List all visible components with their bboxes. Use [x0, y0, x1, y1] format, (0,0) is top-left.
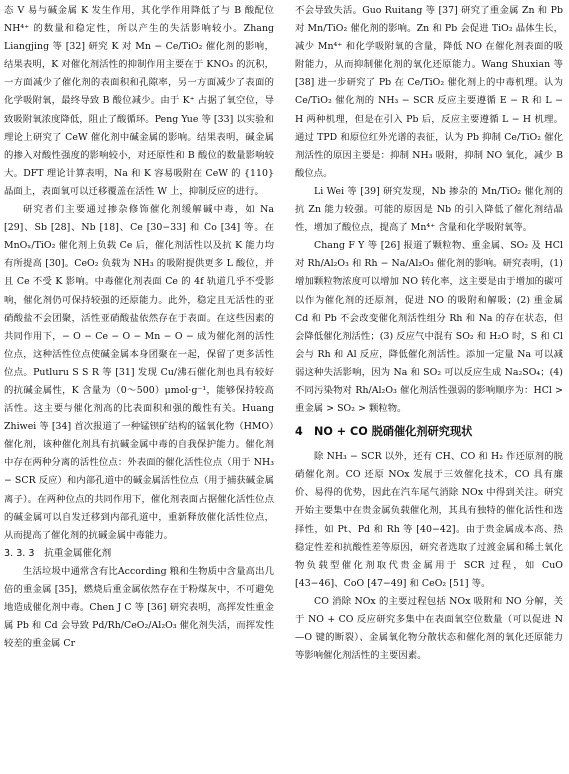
- paragraph-co-reduction: 除 NH₃ − SCR 以外，还有 CH、CO 和 H₂ 作还原剂的脱硝催化剂。CO 还原 NOx 发展于三效催化技术，CO 具有廉价、易得的优势，因此在汽车尾气消除 NOx 中得到关注。研究开始主要集中在贵金属负载催化剂，其具有独特的催化活性和选择性，如 Pt、Pd 和 Rh 等 [40−42]。由于贵金属成本高、热稳定性差和抗酸性差等原因，研究者选取了过渡金属和稀土氧化物负载型催化剂取代贵金属用于 SCR 过程，如 CuO [43−46]、CoO [47−49] 和 CeO₂ [51] 等。: [295, 451, 563, 589]
- paragraph-rh-catalyst: Chang F Y 等 [26] 报道了颗粒物、重金属、SO₂ 及 HCl 对 Rh/Al₂O₃ 和 Rh − Na/Al₂O₃ 催化剂的影响。研究表明，(1) 增加颗粒物浓度可以增加 NO 转化率，这主要是由于增加的碳可以作为催化剂的还原剂，促进 NO 的吸附和解吸；(2) 重金属 Cd 和 Pb 不会改变催化剂活性组分 Rh 和 Na 的存在状态，但会降低催化剂活性；(3) 反应气中混有 SO₂ 和 H₂O 时，S 和 Cl 会与 Rh 和 Al 反应，降低催化剂活性。添加一定量 Na 可以减弱这种失活影响，因为 Na 和 SO₂ 可以反应生成 Na₂SO₄；(4) 不同污染物对 Rh/Al₂O₃ 催化剂活性强弱的影响顺序为：HCl > 重金属 > SO₂ > 颗粒物。: [295, 240, 563, 415]
- paragraph-heavy-metal-intro: 生活垃圾中通常含有比According 粮和生物质中含量高出几倍的重金属 [35]，燃烧后重金属依然存在于粉煤灰中，不可避免地造成催化剂中毒。Chen J C 等 [36] 研究表明，高挥发性重金属 Pb 和 Cd 会导致 Pd/Rh/CeO₂/Al₂O₃ 催化剂失活，而挥发性较差的重金属 Cr: [4, 565, 274, 650]
- paragraph-alkali-effects: 态 V 易与碱金属 K 发生作用，其化学作用降低了与 B 酸配位 NH⁴⁺ 的数量和稳定性，所以产生的失活影响较小。Zhang Liangjing 等 [32] 研究 K 对 Mn − Ce/TiO₂ 催化剂的影响，结果表明，K 对催化剂活性的抑制作用主要在于 KNO₃ 的沉积，一方面减少了催化剂的表面积和孔隙率，另一方面减少了表面的化学吸附氧，最终导致 B 酸位减少。由于 K⁺ 占据了氧空位，导致吸附氧浓度降低，阻止了酸循环。Peng Yue 等 [33] 以实验和理论上研究了 CeW 催化剂中碱金属的影响。结果表明，碱金属的掺入对酸性强度的影响较小，对还原性和 B 酸位的数量影响较大。DFT 理论计算表明，Na 和 K 容易吸附在 CeW 的 {110} 晶面上，表面氧可以迁移覆盖在活性 W 上，抑制反应的进行。: [4, 5, 274, 197]
- paragraph-zn-pb-effects: 不会导致失活。Guo Ruitang 等 [37] 研究了重金属 Zn 和 Pb 对 Mn/TiO₂ 催化剂的影响。Zn 和 Pb 会促进 TiO₂ 晶体生长，减少 Mn⁴⁺ 和化学吸附氧的含量，降低 NO 在催化剂表面的吸附能力，从而抑制催化剂的氧化还原能力。Wang Shuxian 等 [38] 进一步研究了 Pb 在 Ce/TiO₂ 催化剂上的中毒机理。认为 Ce/TiO₂ 催化剂的 NH₃ − SCR 反应主要遵循 E − R 和 L − H 两种机理，但是在引入 Pb 后，反应主要遵循 L − H 机理。通过 TPD 和原位红外光谱的表征，认为 Pb 抑制 Ce/TiO₂ 催化剂活性的原因主要是：抑制 NH₃ 吸附，抑制 NO 氧化，减少 B 酸位点。: [295, 5, 563, 179]
- section-heading: 4 NO + CO 脱硝催化剂研究现状: [295, 425, 473, 439]
- paragraph-anti-alkali-doping: 研究者们主要通过掺杂修饰催化剂缓解碱中毒，如 Na [29]、Sb [28]、Nb [18]、Ce [30−33] 和 Co [34] 等。在 MnOₓ/TiO₂ 催化剂上负载 Ce 后，催化剂活性以及抗 K 能力均有所提高 [30]。CeO₂ 负载为 NH₃ 的吸附提供更多 L 酸位，并且 Ce 不受 K 影响。中毒催化剂表面 Ce 的 4f 轨道几乎不受影响，催化剂仍可保持较强的还原能力。此外，稳定且无活性的亚硝酸盐不会团聚，活性亚硝酸盐依然存在于表面。在这些因素的共同作用下，− O − Ce − O − Mn − O − 成为催化剂的活性位点，这种活性位点使碱金属本身团聚在一起，保留了更多活性位点。Putluru S S R 等 [31] 发现 Cu/沸石催化剂也具有较好的抗碱金属性，K 含量为（0～500）μmol·g⁻¹，能够保持较高活性。这主要与催化剂高的比表面积和强的酸性有关。Huang Zhiwei 等 [34] 首次报道了一种锰钡矿结构的锰氧化物（HMO）催化剂，该种催化剂具有抗碱金属中毒的自我保护能力。催化剂中存在两种分离的活性位点：外表面的催化活性位点（用于 NH₃ − SCR 反应）和内部孔道中的碱金属活性位点（用于捕获碱金属离子）。在两种位点的共同作用下，催化剂表面占据催化活性位点的碱金属可以自发迁移到内部孔道中，重新释放催化活性位点，从而提高了催化剂的抗碱金属中毒能力。: [4, 204, 274, 541]
- subsection-heading: 3. 3. 3 抗重金属催化剂: [4, 547, 112, 559]
- paragraph-nox-mechanism: CO 消除 NOx 的主要过程包括 NOx 吸附和 NO 分解，关于 NO + CO 反应研究多集中在表面氧空位数量（可以促进 N—O 键的断裂）、金属氧化物分散状态和催化剂的氧化还原能力等影响催化剂活性的主要因素。: [295, 595, 563, 662]
- left-column: [4, 2, 274, 653]
- paragraph-nb-doping: Li Wei 等 [39] 研究发现，Nb 掺杂的 Mn/TiO₂ 催化剂的抗 Zn 能力较强。可能的原因是 Nb 的引入降低了催化剂结晶性，增加了酸位点，提高了 Mn⁴⁺ 含量和化学吸附氧等。: [295, 185, 563, 234]
- right-column: [295, 2, 563, 665]
